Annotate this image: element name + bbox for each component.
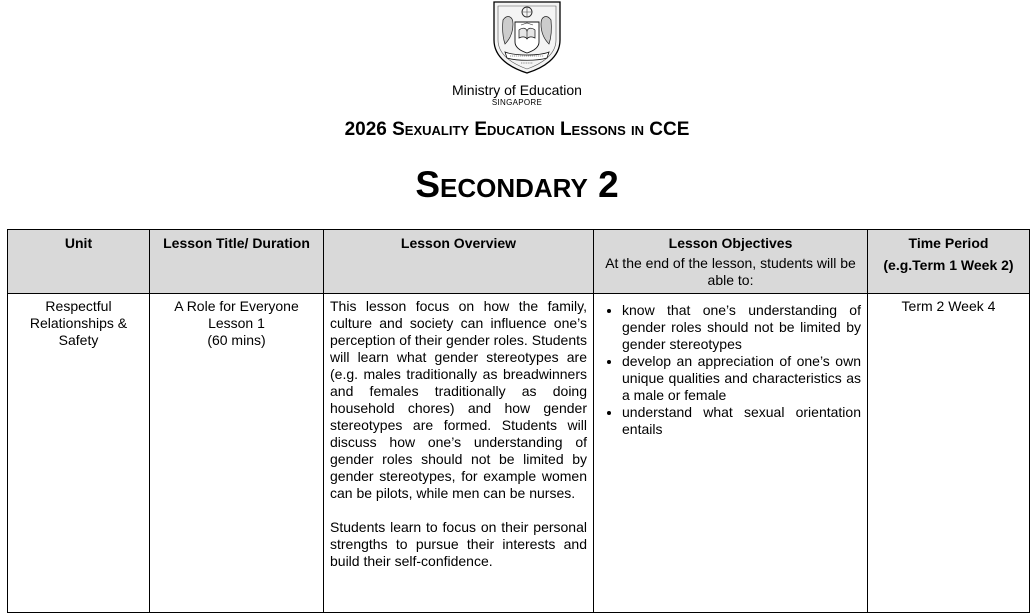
lesson-duration: (60 mins) [207,332,266,348]
column-header-objectives-label: Lesson Objectives [668,235,793,251]
objective-item: • know that one’s understanding of gender roles should not be limited by gender stereotypes [622,302,861,353]
document-subtitle: Secondary 2 [415,164,619,205]
time-period-cell: Term 2 Week 4 [868,294,1030,613]
lessons-table [7,229,1030,613]
table-header-row [8,230,1030,294]
unit-cell: Respectful Relationships & Safety [8,294,150,613]
objective-item: • understand what sexual orientation entails [622,404,861,438]
column-header-unit-label: Unit [64,235,93,251]
lesson-title-cell [150,294,324,613]
column-header-objectives-subtitle: At the end of the lesson, students will be able to: [605,255,856,288]
lesson-objectives-cell [594,294,868,613]
lesson-overview-cell [324,294,594,613]
column-header-overview [324,230,594,294]
lesson-title: A Role for Everyone [174,298,299,314]
column-header-time-period-example: (e.g.Term 1 Week 2) [883,257,1014,273]
overview-paragraph: Students learn to focus on their personal strengths to pursue their interests and build their self-confidence. [330,519,587,569]
column-header-unit [8,230,150,294]
document-title: 2026 Sexuality Education Lessons in CCE [344,119,690,140]
moe-crest-logo [491,0,563,74]
column-header-lesson-title [150,230,324,294]
ministry-country: SINGAPORE [491,98,543,107]
table-row [8,294,1030,613]
objective-item: • develop an appreciation of one’s own unique qualities and characteristics as a male or female [622,353,861,404]
column-header-lesson-title-label: Lesson Title/ Duration [163,235,310,251]
overview-paragraph: This lesson focus on how the family, culture and society can influence one’s perception of their gender roles. Students will learn what gender stereotypes are (e.g. males traditionally as breadwinners and females traditionally as doing household chores) and how gender stereotypes are formed. Students will discuss how one’s understanding of gender roles should not be limited by gender stereotypes, for example women can be pilots, while men can be nurses. [330,298,587,501]
column-header-time-period-label: Time Period [908,235,989,251]
lesson-number: Lesson 1 [208,315,265,331]
column-header-time-period [868,230,1030,294]
column-header-overview-label: Lesson Overview [400,235,517,251]
objectives-list [600,302,861,438]
column-header-objectives [594,230,868,294]
ministry-name: Ministry of Education [452,82,582,98]
